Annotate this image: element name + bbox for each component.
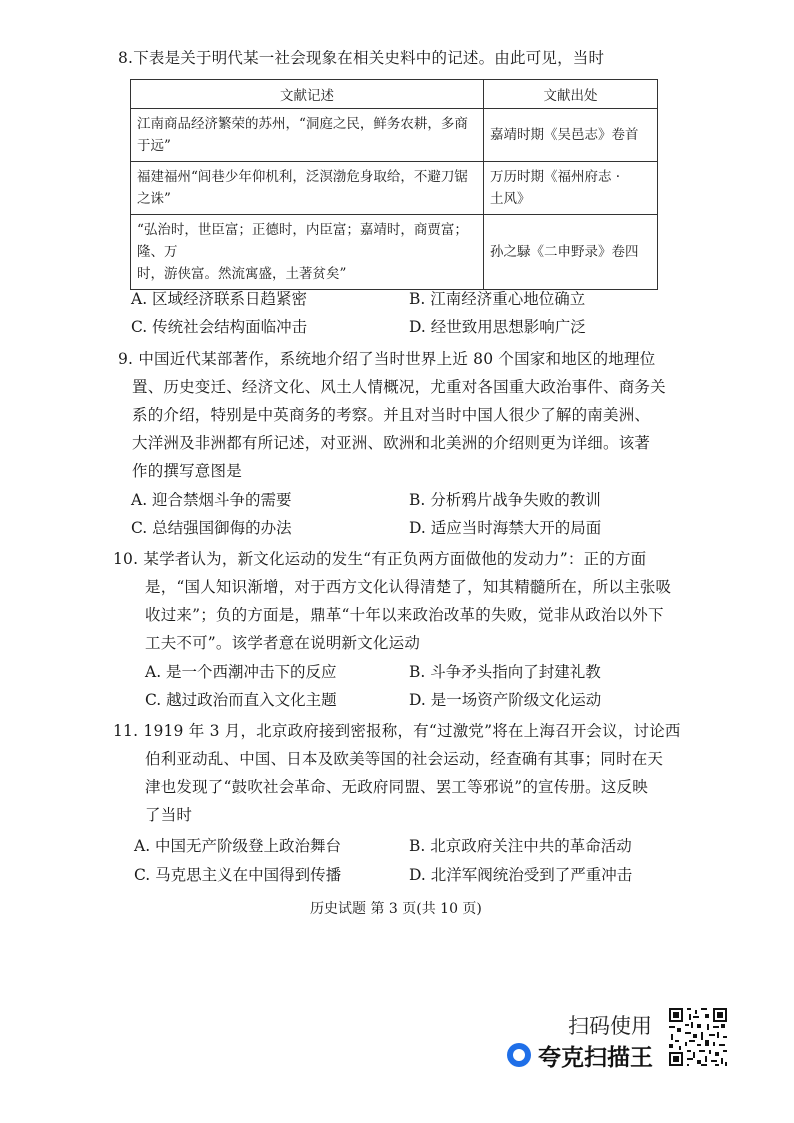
q10-line: 是，“国人知识渐增，对于西方文化认得清楚了，知其精髓所在，所以主张吸 [145,578,672,596]
table-cell-source [484,215,658,290]
table-row [131,109,658,162]
q8-option-d: D. 经世致用思想影响广泛 [409,318,586,336]
q10-option-d: D. 是一场资产阶级文化运动 [409,691,602,709]
table-header-source: 文献出处 [484,80,658,109]
q11-option-b: B. 北京政府关注中共的革命活动 [409,837,632,855]
q9-line: 作的撰写意图是 [132,462,242,480]
q11-line: 伯利亚动乱、中国、日本及欧美等国的社会运动，经查确有其事；同时在天 [145,750,664,768]
q10-option-c: C. 越过政治而直入文化主题 [145,691,337,709]
q11-line: 津也发现了“鼓吹社会革命、无政府同盟、罢工等邪说”的宣传册。这反映 [145,778,648,796]
scanner-title: 扫码使用 [568,1014,652,1038]
table-row [131,162,658,215]
qr-code-icon[interactable] [667,1006,729,1068]
cell-line: 于远” [137,138,171,154]
q11-line: 了当时 [145,806,193,824]
q11-option-a: A. 中国无产阶级登上政治舞台 [134,837,342,855]
table-cell-record [131,215,484,290]
q10-line: 收过来”；负的方面是，鼎革“十年以来政治改革的失败，觉非从政治以外下 [145,606,664,624]
q10-line: 工夫不可”。该学者意在说明新文化运动 [145,634,421,652]
q9-line: 大洋洲及非洲都有所记述，对亚洲、欧洲和北美洲的介绍则更为详细。该著 [132,434,651,452]
scanner-brand: 夸克扫描王 [538,1045,653,1071]
q9-option-c: C. 总结强国御侮的办法 [131,519,292,537]
q8-option-b: B. 江南经济重心地位确立 [409,290,586,308]
q9-option-a: A. 迎合禁烟斗争的需要 [131,491,292,509]
q9-option-b: B. 分析鸦片战争失败的教训 [409,491,601,509]
page-footer: 历史试题 第 3 页(共 10 页) [310,901,482,917]
cell-line: 福建福州“闾巷少年仰机利，泛溟渤危身取给，不避刀锯 [137,169,468,185]
cell-line: 万历时期《福州府志 · [490,169,621,185]
q9-line: 系的介绍，特别是中英商务的考察。并且对当时中国人很少了解的南美洲、 [132,406,651,424]
q8-stem: 8.下表是关于明代某一社会现象在相关史料中的记述。由此可见，当时 [118,49,605,67]
q8-source-table [130,79,658,290]
table-cell-source [484,162,658,215]
q9-line: 置、历史变迁、经济文化、风土人情概况，尤重对各国重大政治事件、商务关 [132,378,666,396]
q10-option-b: B. 斗争矛头指向了封建礼教 [409,663,601,681]
q8-option-c: C. 传统社会结构面临冲击 [131,318,308,336]
cell-line: 土风》 [490,191,531,207]
table-cell-record [131,109,484,162]
q11-line: 11. 1919 年 3 月，北京政府接到密报称，有“过激党”将在上海召开会议，讨论西 [113,722,681,740]
scanner-logo-icon [507,1043,531,1067]
table-header-row [131,80,658,109]
q11-option-d: D. 北洋军阀统治受到了严重冲击 [409,866,633,884]
q11-option-c: C. 马克思主义在中国得到传播 [134,866,342,884]
q10-option-a: A. 是一个西潮冲击下的反应 [145,663,337,681]
q9-option-d: D. 适应当时海禁大开的局面 [409,519,602,537]
table-cell-source [484,109,658,162]
q9-line: 9. 中国近代某部著作，系统地介绍了当时世界上近 80 个国家和地区的地理位 [118,350,656,368]
q10-line: 10. 某学者认为，新文化运动的发生“有正负两方面做他的发动力”：正的方面 [113,550,647,568]
table-row [131,215,658,290]
cell-line: “弘治时，世臣富；正德时，内臣富；嘉靖时，商贾富；隆、万 [137,222,468,260]
cell-line: 孙之騄《二申野录》卷四 [490,244,639,260]
cell-line: 之诛” [137,191,171,207]
cell-line: 时，游侠富。然流寓盛，土著贫矣” [137,266,347,282]
table-header-record: 文献记述 [131,80,484,109]
cell-line: 江南商品经济繁荣的苏州，“洞庭之民，鲜务农耕，多商 [137,116,468,132]
q8-option-a: A. 区域经济联系日趋紧密 [131,290,308,308]
table-cell-record [131,162,484,215]
cell-line: 嘉靖时期《吴邑志》卷首 [490,127,639,143]
